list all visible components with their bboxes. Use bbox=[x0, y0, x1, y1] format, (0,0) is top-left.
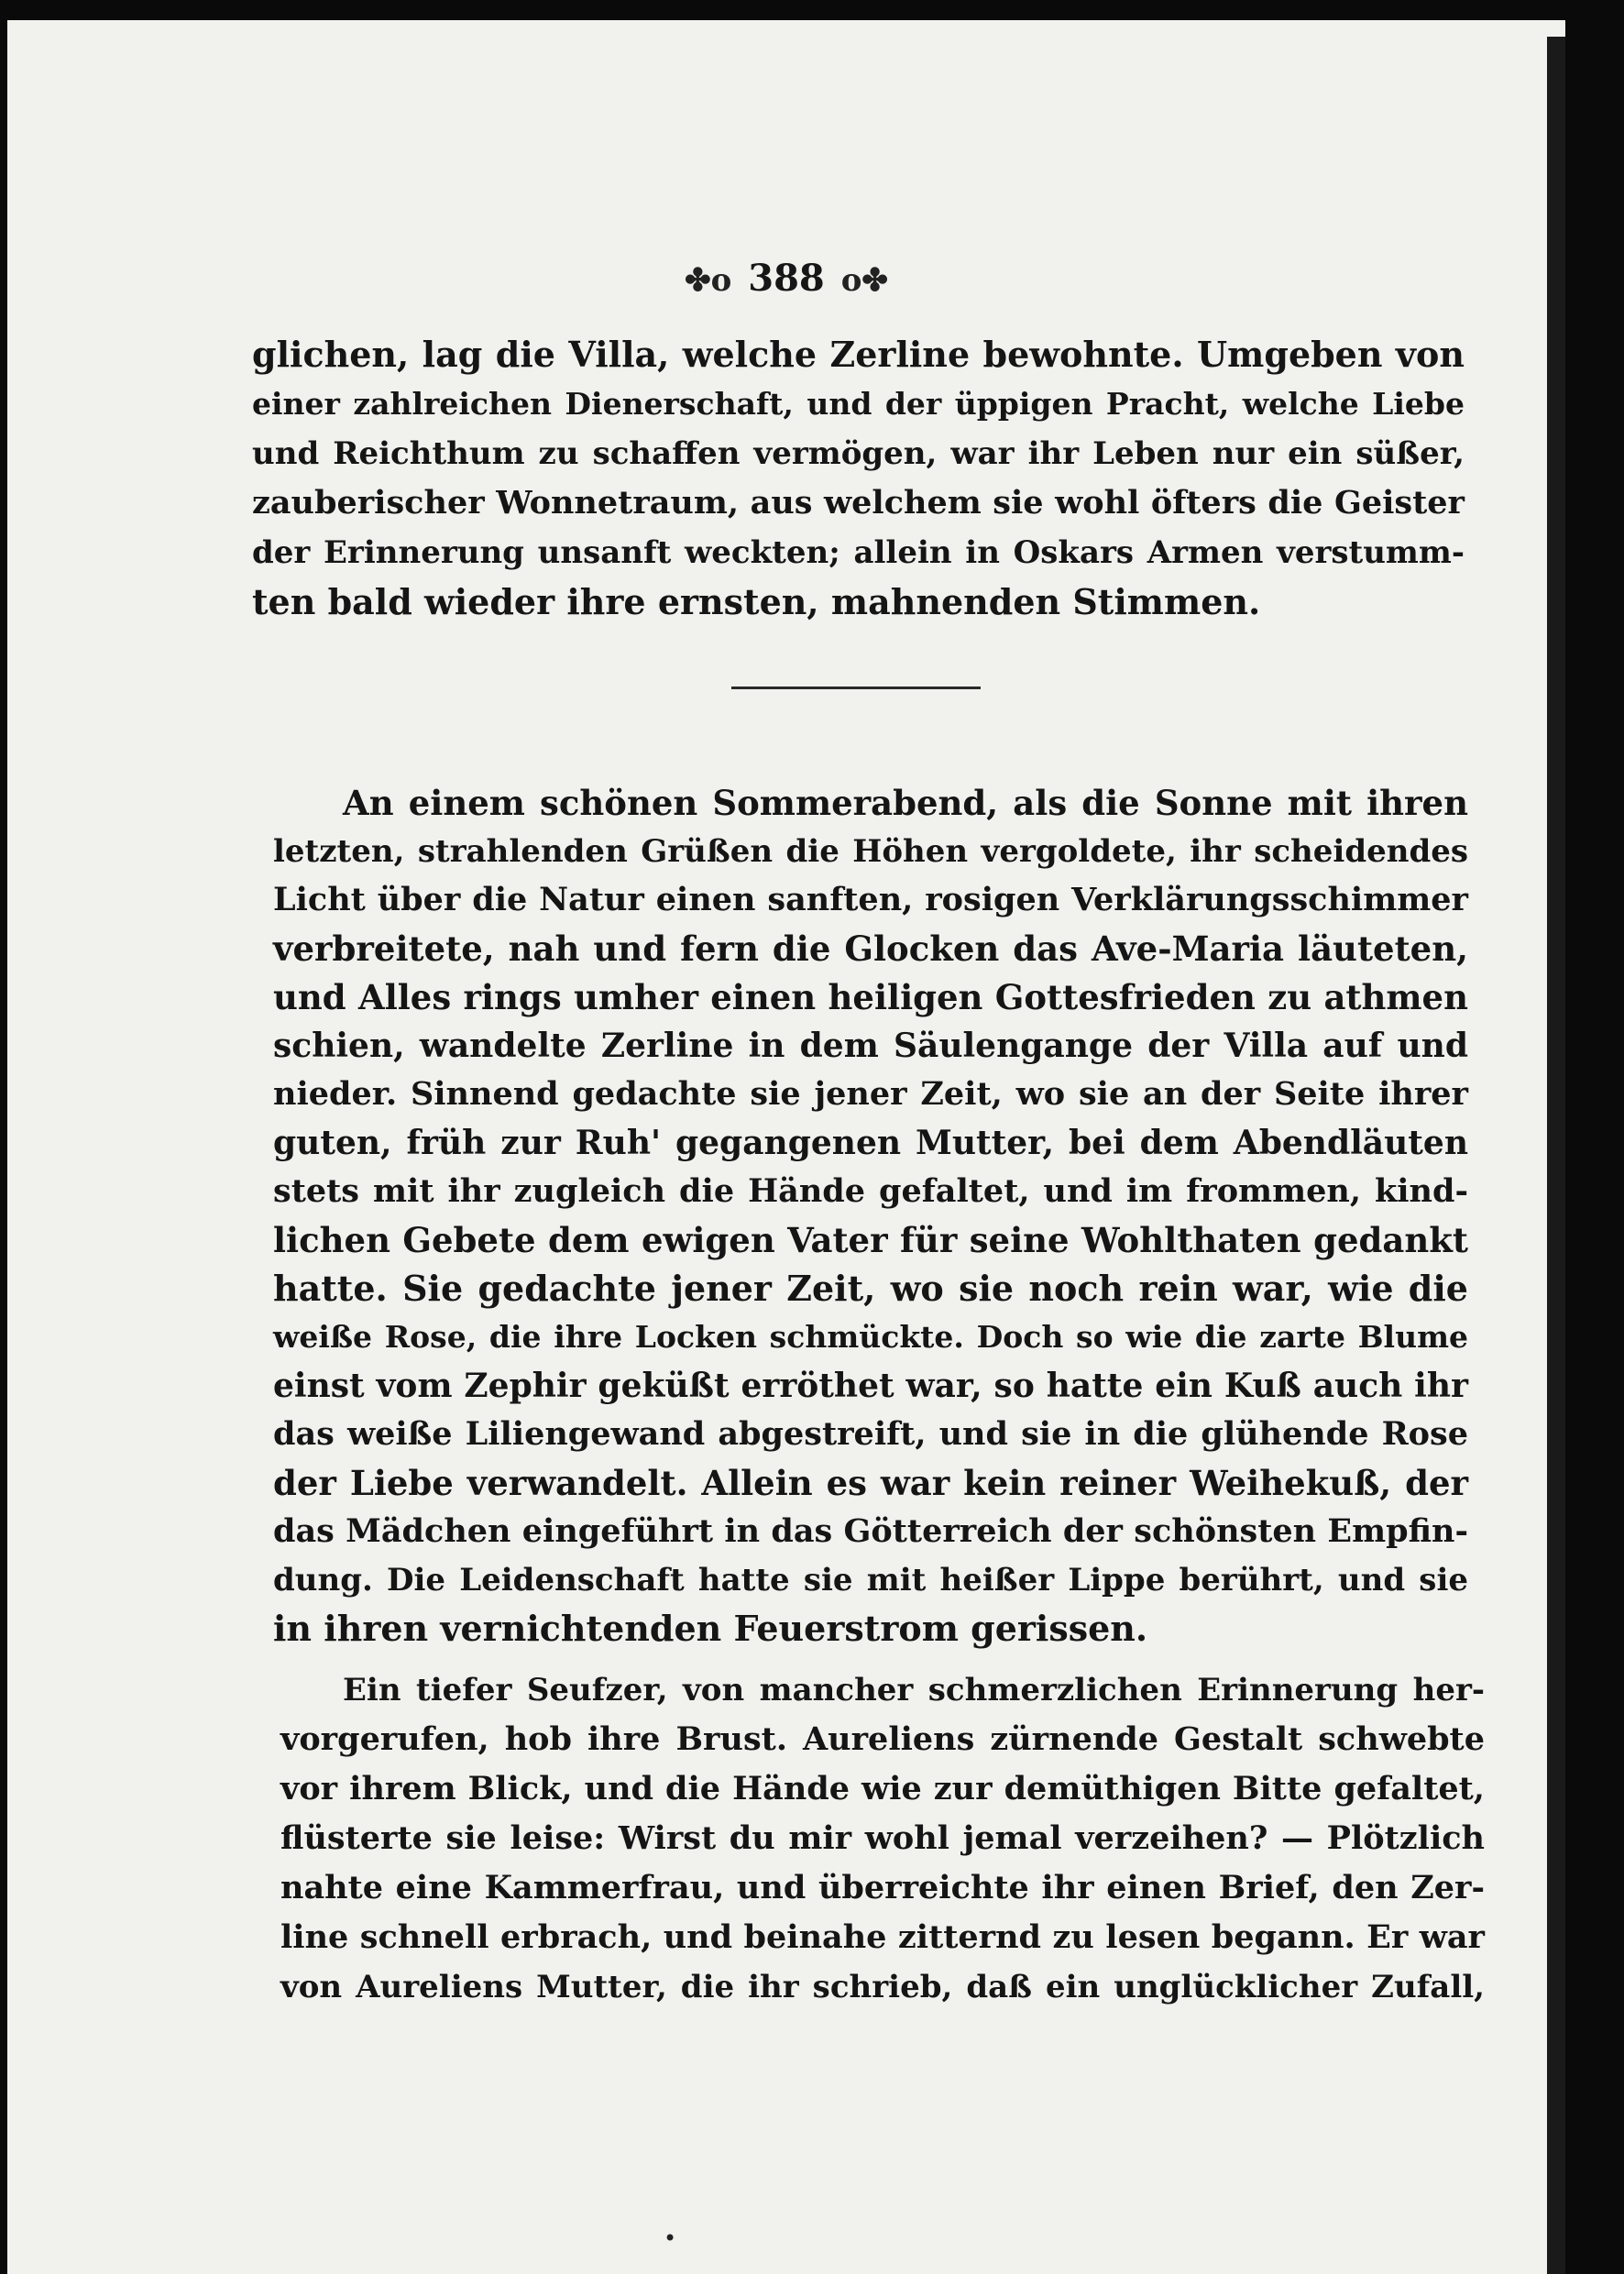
text-line: hatte. Sie gedachte jener Zeit, wo sie noch rein war, wie die bbox=[273, 1268, 1468, 1309]
text-line: Licht über die Natur einen sanften, rosigen Verklärungsschimmer bbox=[273, 881, 1468, 918]
text-line: vor ihrem Blick, und die Hände wie zur demüthigen Bitte gefaltet, bbox=[280, 1770, 1485, 1807]
footer-mark: • bbox=[664, 2225, 677, 2251]
scan-border bbox=[1547, 37, 1565, 2274]
text-line: guten, früh zur Ruh' gegangenen Mutter, bei dem Abendläuten bbox=[273, 1124, 1468, 1162]
text-line: line schnell erbrach, und beinahe zitternd zu lesen begann. Er war bbox=[280, 1918, 1485, 1956]
text-line: verbreitete, nah und fern die Glocken das Ave-Maria läuteten, bbox=[273, 928, 1468, 969]
ornament-left-icon: ✤o bbox=[685, 262, 732, 299]
text-line: vorgerufen, hob ihre Brust. Aureliens zürnende Gestalt schwebte bbox=[280, 1720, 1485, 1758]
text-line: dung. Die Leidenschaft hatte sie mit heißer Lippe berührt, und sie bbox=[273, 1562, 1468, 1598]
text-line: zauberischer Wonnetraum, aus welchem sie wohl öfters die Geister bbox=[252, 484, 1465, 522]
text-line: An einem schönen Sommerabend, als die Sonne mit ihren bbox=[343, 783, 1468, 823]
text-line: und Reichthum zu schaffen vermögen, war ihr Leben nur ein süßer, bbox=[252, 435, 1465, 472]
text-line: weiße Rose, die ihre Locken schmückte. Doch so wie die zarte Blume bbox=[273, 1319, 1468, 1355]
paragraph-3 bbox=[280, 1666, 1485, 2015]
text-line: das Mädchen eingeführt in das Götterreich der schönsten Empfin- bbox=[273, 1512, 1468, 1550]
text-line: Ein tiefer Seufzer, von mancher schmerzlichen Erinnerung her- bbox=[343, 1672, 1485, 1708]
page-number: 388 bbox=[748, 257, 825, 300]
text-line: ten bald wieder ihre ernsten, mahnenden Stimmen. bbox=[252, 581, 1261, 622]
text-line: in ihren vernichtenden Feuerstrom gerissen. bbox=[273, 1608, 1148, 1649]
book-page bbox=[7, 20, 1565, 2274]
text-line: und Alles rings umher einen heiligen Gottesfrieden zu athmen bbox=[273, 977, 1468, 1017]
page-header bbox=[7, 257, 1565, 300]
ornament-right-icon: o✤ bbox=[840, 262, 888, 299]
text-line: das weiße Liliengewand abgestreift, und sie in die glühende Rose bbox=[273, 1415, 1468, 1453]
text-line: glichen, lag die Villa, welche Zerline bewohnte. Umgeben von bbox=[252, 334, 1465, 375]
text-line: nieder. Sinnend gedachte sie jener Zeit, wo sie an der Seite ihrer bbox=[273, 1075, 1468, 1113]
text-line: flüsterte sie leise: Wirst du mir wohl jemal verzeihen? — Plötzlich bbox=[280, 1819, 1485, 1857]
text-line: stets mit ihr zugleich die Hände gefaltet, und im frommen, kind- bbox=[273, 1172, 1468, 1210]
text-line: der Erinnerung unsanft weckten; allein in Oskars Armen verstumm- bbox=[252, 534, 1465, 571]
text-line: schien, wandelte Zerline in dem Säulengange der Villa auf und bbox=[273, 1027, 1468, 1065]
text-line: einer zahlreichen Dienerschaft, und der üppigen Pracht, welche Liebe bbox=[252, 386, 1465, 422]
paragraph-2 bbox=[273, 779, 1468, 1659]
text-line: von Aureliens Mutter, die ihr schrieb, daß ein unglücklicher Zufall, bbox=[280, 1969, 1485, 2005]
text-line: der Liebe verwandelt. Allein es war kein reiner Weihekuß, der bbox=[273, 1463, 1468, 1503]
paragraph-1 bbox=[252, 331, 1465, 633]
text-line: nahte eine Kammerfrau, und überreichte ihr einen Brief, den Zer- bbox=[280, 1869, 1485, 1906]
text-line: lichen Gebete dem ewigen Vater für seine Wohlthaten gedankt bbox=[273, 1220, 1468, 1260]
section-divider bbox=[731, 687, 981, 689]
text-line: einst vom Zephir geküßt erröthet war, so hatte ein Kuß auch ihr bbox=[273, 1367, 1468, 1405]
text-line: letzten, strahlenden Grüßen die Höhen vergoldete, ihr scheidendes bbox=[273, 833, 1468, 870]
